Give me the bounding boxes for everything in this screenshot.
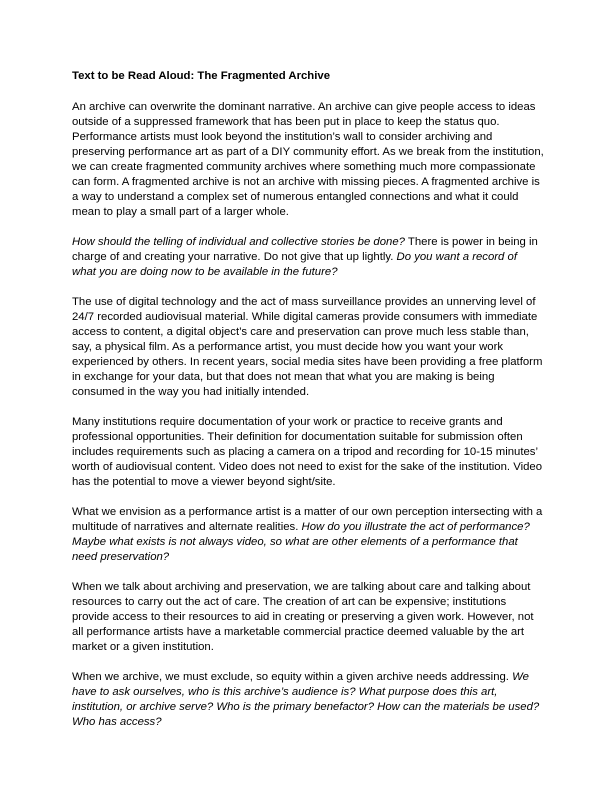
paragraph-3 <box>72 295 544 400</box>
paragraph-5-segment-1: What we envision as a performance artist is a matter of our own perception intersecting with a multitude of narratives and alternate realities. <box>72 506 543 533</box>
paragraph-7-segment-1: When we archive, we must exclude, so equity within a given archive needs addressing. <box>72 671 513 683</box>
paragraph-5 <box>72 505 544 565</box>
paragraph-2 <box>72 235 544 280</box>
paragraph-2-segment-1: How should the telling of individual and collective stories be done? <box>72 236 405 248</box>
paragraph-4 <box>72 415 544 490</box>
paragraph-4-segment-1: Many institutions require documentation of your work or practice to receive grants and professional opportunities. Their definition for documentation suitable for submission often includes requirements such as placing a camera on a tripod and recording for 10-15 minutes’ worth of audiovisual content. Video does not need to exist for the sake of the institution. Video has the potential to move a viewer beyond sight/site. <box>72 416 543 488</box>
paragraph-3-segment-1: The use of digital technology and the act of mass surveillance provides an unnerving level of 24/7 recorded audiovisual material. While digital cameras provide consumers with immediate access to content, a digital object’s care and preservation can prove much less stable than, say, a physical film. As a performance artist, you must decide how you want your work experienced by others. In recent years, social media sites have been providing a free platform in exchange for your data, but that does not mean that what you are making is being consumed in the way you had initially intended. <box>72 296 543 398</box>
document-body <box>72 69 544 745</box>
paragraph-6-segment-1: When we talk about archiving and preservation, we are talking about care and talking about resources to carry out the act of care. The creation of art can be expensive; institutions provide access to their resources to aid in creating or preserving a given work. However, not all performance artists have a marketable commercial practice deemed valuable by the art market or a given institution. <box>72 581 534 653</box>
paragraph-6 <box>72 580 544 655</box>
paragraph-5-segment-2: How do you illustrate the act of performance? Maybe what exists is not always video, so what are other elements of a performance that need preservation? <box>72 521 530 563</box>
paragraph-1 <box>72 100 544 220</box>
paragraph-7 <box>72 670 544 730</box>
paragraph-7-segment-2: We have to ask ourselves, who is this archive’s audience is? What purpose does this art, institution, or archive serve? Who is the primary benefactor? How can the materials be used? Who has access? <box>72 671 540 728</box>
document-title: Text to be Read Aloud: The Fragmented Archive <box>72 70 330 82</box>
paragraph-1-segment-1: An archive can overwrite the dominant narrative. An archive can give people access to ideas outside of a suppressed framework that has been put in place to keep the status quo. Performance artists must look beyond the institution’s wall to consider archiving and preserving performance art as part of a DIY community effort. As we break from the institution, we can create fragmented community archives where something much more compassionate can form. A fragmented archive is not an archive with missing pieces. A fragmented archive is a way to understand a complex set of numerous entangled connections and what it could mean to play a small part of a larger whole. <box>72 101 544 218</box>
paragraph-2-segment-3: Do you want a record of what you are doing now to be available in the future? <box>72 251 517 278</box>
paragraph-2-segment-2: There is power in being in charge of and creating your narrative. Do not give that up lightly. <box>72 236 538 263</box>
